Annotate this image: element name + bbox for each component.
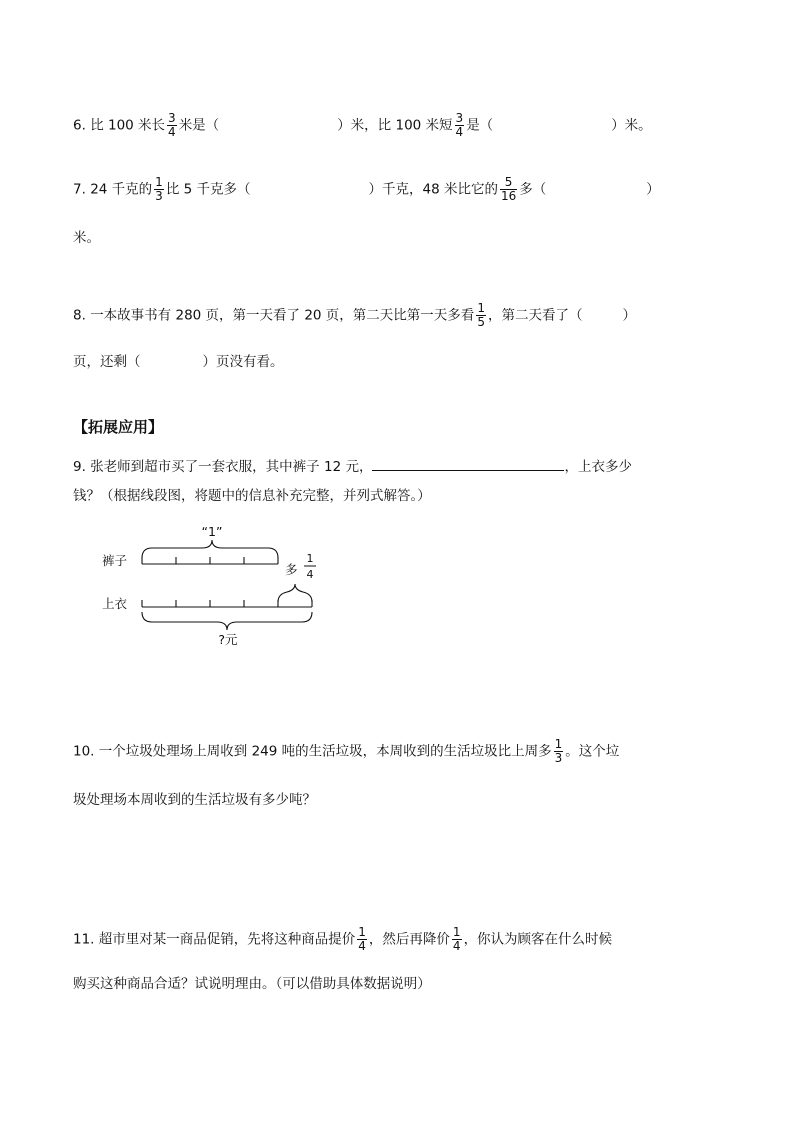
fraction-denominator: 3 — [554, 751, 563, 765]
question-11-continued — [73, 974, 431, 994]
more-fraction-numerator: 1 — [306, 552, 314, 565]
pants-label: 裤子 — [102, 553, 128, 568]
section-heading: 【拓展应用】 — [73, 418, 164, 436]
question-text: ）千克，48 米比它的 — [368, 181, 498, 198]
fraction — [357, 926, 367, 953]
fraction-numerator: 1 — [554, 737, 563, 751]
question-number: 9. — [73, 459, 86, 475]
fraction-numerator: 1 — [155, 175, 163, 189]
question-text: ） — [646, 181, 660, 198]
question-6 — [73, 112, 652, 139]
question-text: 一个垃圾处理场上周收到 249 吨的生活垃圾，本周收到的生活垃圾比上周多 — [98, 743, 552, 760]
fraction-numerator: 3 — [168, 111, 176, 125]
fraction-denominator: 4 — [358, 939, 366, 953]
fraction-numerator: 1 — [358, 925, 366, 939]
question-text: 购买这种商品合适？试说明理由。（可以借助具体数据说明） — [73, 976, 431, 992]
question-7 — [73, 176, 660, 203]
question-text: 一本故事书有 280 页，第一天看了 20 页，第二天比第一天多看 — [90, 307, 475, 324]
unit-one-label: “1” — [201, 524, 223, 539]
line-segment-diagram — [95, 520, 335, 650]
question-10-continued — [73, 790, 316, 810]
fill-in-line[interactable] — [372, 456, 564, 471]
fraction-numerator: 1 — [477, 301, 485, 315]
question-10 — [73, 738, 619, 765]
question-number: 7. — [73, 181, 86, 198]
pants-brace — [142, 540, 278, 558]
question-text: 页，还剩（ — [73, 354, 141, 370]
question-number: 10. — [73, 743, 95, 760]
coat-total-brace — [142, 612, 312, 630]
question-text: 比 100 米长 — [90, 117, 166, 134]
question-text: ） — [622, 307, 636, 324]
question-text: 超市里对某一商品促销，先将这种商品提价 — [98, 931, 356, 948]
fraction-denominator: 5 — [477, 315, 485, 329]
fraction — [154, 176, 164, 203]
coat-label: 上衣 — [102, 596, 128, 611]
more-label: 多 — [285, 562, 298, 577]
more-fraction-denominator: 4 — [306, 568, 314, 581]
question-text: 。这个垃 — [565, 743, 620, 760]
question-text: 张老师到超市买了一套衣服，其中裤子 12 元， — [90, 459, 373, 475]
fraction — [476, 302, 486, 329]
question-text: ，第二天看了（ — [487, 307, 583, 324]
question-text: 比 5 千克多（ — [165, 181, 251, 198]
fraction-numerator: 3 — [455, 111, 464, 125]
question-11 — [73, 926, 612, 953]
question-8 — [73, 302, 636, 329]
question-text: 24 千克的 — [90, 181, 153, 198]
fraction-denominator: 16 — [500, 189, 517, 203]
fraction — [455, 112, 465, 139]
total-price-label: ?元 — [218, 632, 238, 647]
question-text: ，上衣多少 — [564, 459, 632, 475]
fraction-denominator: 4 — [455, 125, 464, 139]
question-text: 米是（ — [178, 117, 220, 134]
question-text: 圾处理场本周收到的生活垃圾有多少吨？ — [73, 792, 316, 808]
question-text: 多（ — [519, 181, 547, 198]
fraction — [554, 738, 564, 765]
fraction-numerator: 5 — [504, 175, 513, 189]
extra-part-brace — [278, 584, 312, 602]
fraction-numerator: 1 — [452, 925, 461, 939]
question-text: 钱？（根据线段图，将题中的信息补充完整，并列式解答。） — [73, 488, 431, 504]
question-8-continued — [73, 352, 284, 372]
question-number: 6. — [73, 117, 86, 134]
question-7-continued — [73, 228, 100, 248]
question-text: ）页没有看。 — [202, 354, 284, 370]
question-9 — [73, 456, 632, 477]
question-text: 是（ — [466, 117, 494, 134]
question-text: ）米，比 100 米短 — [337, 117, 453, 134]
fraction-denominator: 3 — [155, 189, 163, 203]
fraction-denominator: 4 — [168, 125, 176, 139]
question-number: 11. — [73, 931, 95, 948]
question-number: 8. — [73, 307, 86, 324]
question-text: ）米。 — [611, 117, 652, 134]
question-text: ，然后再降价 — [368, 931, 450, 948]
fraction-denominator: 4 — [452, 939, 461, 953]
fraction — [500, 176, 517, 203]
fraction — [452, 926, 462, 953]
question-text: 米。 — [73, 230, 100, 246]
fraction — [167, 112, 177, 139]
question-9-continued — [73, 486, 431, 506]
question-text: ，你认为顾客在什么时候 — [463, 931, 613, 948]
